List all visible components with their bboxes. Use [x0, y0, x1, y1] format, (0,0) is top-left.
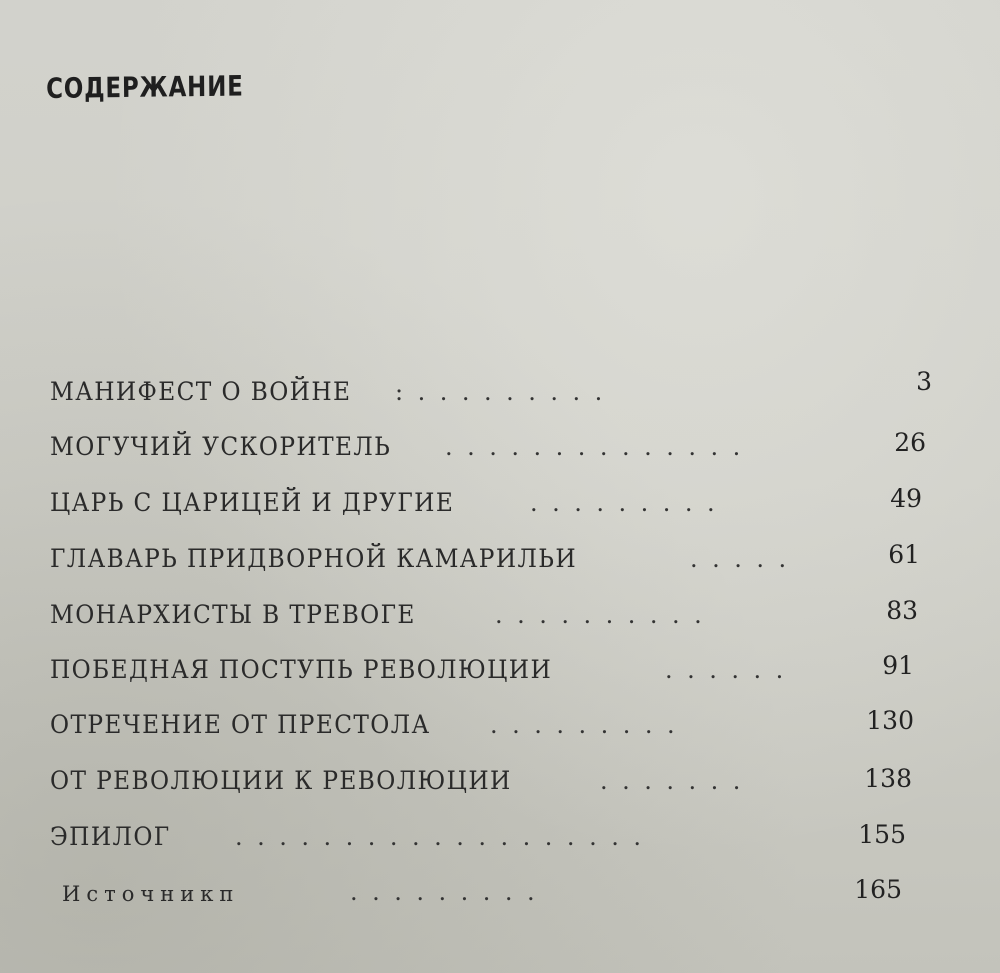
- dot-leader: .......: [600, 767, 755, 795]
- toc-entry: [50, 481, 930, 521]
- toc-entry-title: Источникп: [62, 882, 240, 906]
- toc-entry-title: ГЛАВАРЬ ПРИДВОРНОЙ КАМАРИЛЬИ: [50, 544, 578, 573]
- toc-entry-page: 26: [894, 428, 926, 457]
- toc-entry: [50, 648, 930, 688]
- toc-entry-page: 165: [854, 875, 902, 904]
- toc-entry-title: ПОБЕДНАЯ ПОСТУПЬ РЕВОЛЮЦИИ: [50, 655, 553, 684]
- toc-entry-title: МАНИФЕСТ О ВОЙНЕ: [50, 377, 352, 406]
- toc-entry-page: 91: [882, 651, 914, 680]
- dot-leader: ..........: [495, 601, 717, 629]
- dot-leader: ..............: [445, 433, 755, 461]
- toc-entry: [50, 870, 930, 910]
- dot-leader: ...................: [235, 823, 656, 851]
- toc-entry-title: МОНАРХИСТЫ В ТРЕВОГЕ: [50, 600, 416, 629]
- toc-entry: [50, 703, 930, 743]
- toc-entry-title: ЭПИЛОГ: [50, 822, 171, 851]
- toc-entry-title: ОТРЕЧЕНИЕ ОТ ПРЕСТОЛА: [50, 710, 431, 739]
- toc-entry: [50, 367, 932, 410]
- dot-leader: ......: [665, 656, 798, 684]
- dot-leader: :.........: [395, 378, 617, 406]
- toc-entry: [50, 593, 930, 633]
- page-title: СОДЕРЖАНИЕ: [46, 69, 244, 105]
- toc-entry: [50, 537, 930, 577]
- toc-entry: [50, 815, 930, 855]
- dot-leader: .....: [690, 545, 801, 573]
- toc-entry-page: 83: [886, 596, 918, 625]
- toc-entry-page: 155: [858, 820, 906, 849]
- toc-entry-title: ОТ РЕВОЛЮЦИИ К РЕВОЛЮЦИИ: [50, 766, 512, 795]
- dot-leader: .........: [490, 711, 690, 739]
- toc-entry-title: МОГУЧИЙ УСКОРИТЕЛЬ: [50, 432, 392, 461]
- dot-leader: .........: [350, 878, 550, 906]
- toc-entry-title: ЦАРЬ С ЦАРИЦЕЙ И ДРУГИЕ: [50, 488, 455, 517]
- toc-entry: [50, 425, 930, 465]
- toc-entry-page: 3: [916, 367, 932, 396]
- toc-entry-page: 130: [866, 706, 914, 735]
- toc-entry-page: 49: [890, 484, 922, 513]
- dot-leader: .........: [530, 489, 730, 517]
- toc-entry-page: 61: [888, 540, 920, 569]
- toc-entry-page: 138: [864, 764, 912, 793]
- toc-entry: [50, 759, 930, 799]
